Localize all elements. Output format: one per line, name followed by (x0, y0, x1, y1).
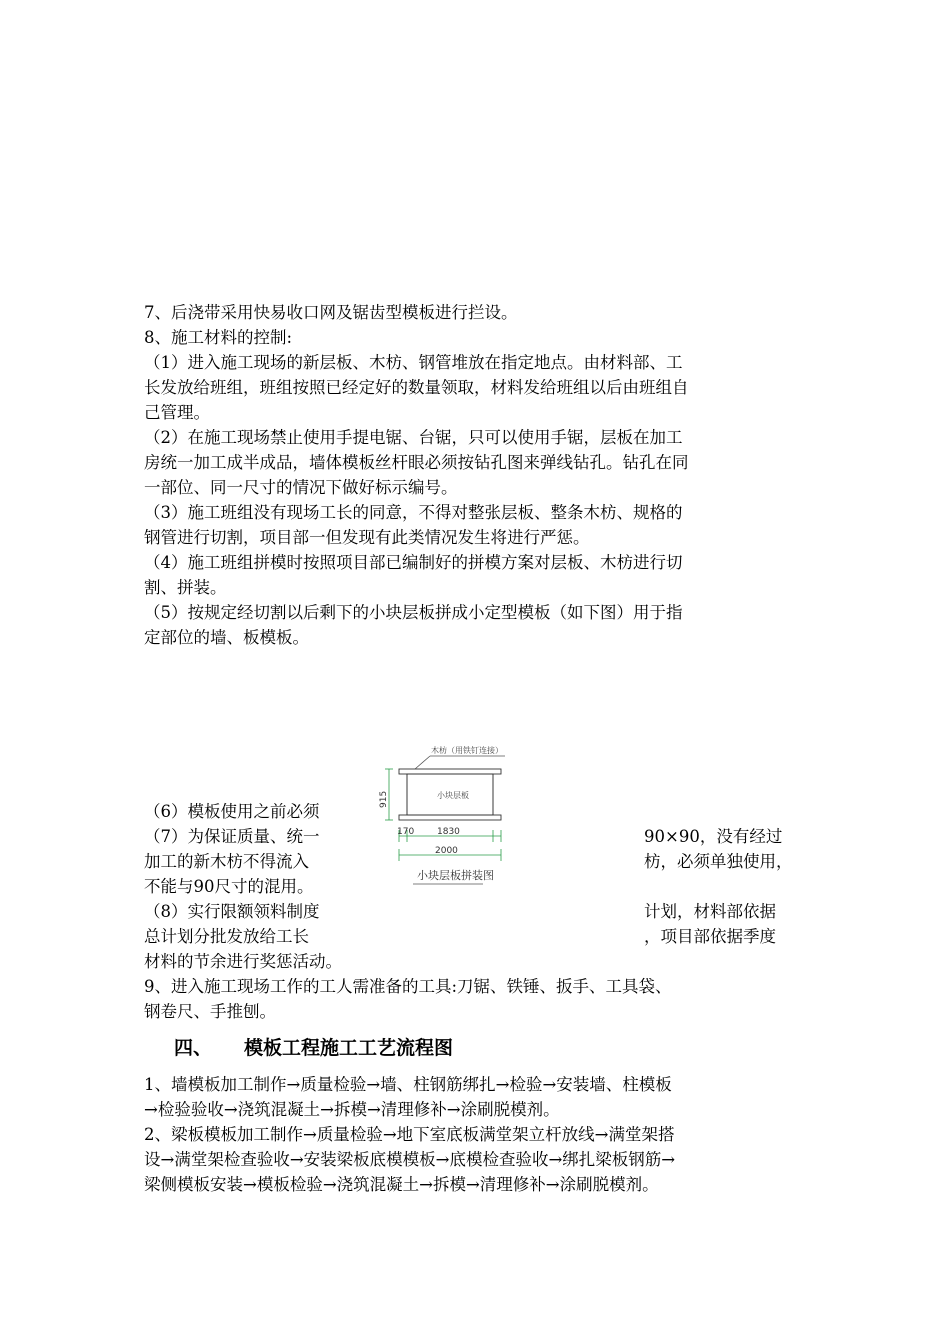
assembly-drawing (355, 742, 635, 900)
sub-3-line-2: 钢管进行切割，项目部一但发现有此类情况发生将进行严惩。 (144, 528, 590, 547)
item-7-text: 7、后浇带采用快易收口网及锯齿型模板进行拦设。 (144, 303, 518, 322)
sub-6-left: （6）模板使用之前必须 (144, 802, 320, 821)
top-label: 木枋（用铁钉连接） (431, 746, 503, 755)
sub-8-right: 计划，材料部依据 (644, 902, 776, 921)
sub-8-line-2-left: 总计划分批发放给工长 (144, 927, 309, 946)
sub-5-line-1: （5）按规定经切割以后剩下的小块层板拼成小定型模板（如下图）用于指 (144, 603, 683, 622)
sub-5-line-2: 定部位的墙、板模板。 (144, 628, 309, 647)
sub-1-line-1: （1）进入施工现场的新层板、木枋、钢管堆放在指定地点。由材料部、工 (144, 353, 683, 372)
flow-2-line-2: 设→满堂架检查验收→安装梁板底模模板→底模检查验收→绑扎梁板钢筋→ (144, 1150, 676, 1169)
section-4-number: 四、 (174, 1037, 213, 1059)
dim-height: 915 (379, 790, 389, 808)
sub-1-line-3: 己管理。 (144, 403, 210, 422)
sub-4-line-1: （4）施工班组拼模时按照项目部已编制好的拼模方案对层板、木枋进行切 (144, 553, 683, 572)
sub-7-left: （7）为保证质量、统一 (144, 827, 320, 846)
plywood-assembly-figure (355, 742, 635, 900)
sub-7-right: 90×90，没有经过 (644, 827, 783, 846)
flow-1-line-1: 1、墙模板加工制作→质量检验→墙、柱钢筋绑扎→检验→安装墙、柱模板 (144, 1075, 672, 1094)
sub-7-line-2-right: 枋，必须单独使用， (644, 852, 793, 871)
center-label: 小块层板 (437, 791, 469, 800)
dim-1830: 1830 (437, 827, 460, 837)
flow-2-line-1: 2、梁板模板加工制作→质量检验→地下室底板满堂架立杆放线→满堂架搭 (144, 1125, 675, 1144)
sub-2-line-1: （2）在施工现场禁止使用手提电锯、台锯，只可以使用手锯，层板在加工 (144, 428, 683, 447)
figure-caption: 小块层板拼装图 (417, 869, 494, 882)
dim-2000: 2000 (435, 846, 458, 856)
section-4-title: 模板工程施工工艺流程图 (244, 1037, 454, 1059)
sub-1-line-2: 长发放给班组，班组按照已经定好的数量领取，材料发给班组以后由班组自 (144, 378, 689, 397)
top-timber (399, 769, 501, 774)
flow-2-line-3: 梁侧模板安装→模板检验→浇筑混凝土→拆模→清理修补→涂刷脱模剂。 (144, 1175, 659, 1194)
item-9-line-1: 9、进入施工现场工作的工人需准备的工具:刀锯、铁锤、扳手、工具袋、 (144, 977, 672, 996)
sub-3-line-1: （3）施工班组没有现场工长的同意，不得对整张层板、整条木枋、规格的 (144, 503, 683, 522)
sub-8-line-2-right: ，项目部依据季度 (644, 927, 776, 946)
sub-4-line-2: 割、拼装。 (144, 578, 227, 597)
sub-7-line-2-left: 加工的新木枋不得流入 (144, 852, 309, 871)
flow-1-line-2: →检验验收→浇筑混凝土→拆模→清理修补→涂刷脱模剂。 (144, 1100, 560, 1119)
sub-8-left: （8）实行限额领料制度 (144, 902, 320, 921)
bottom-timber (399, 815, 501, 820)
dim-170: 170 (397, 827, 415, 837)
sub-2-line-3: 一部位、同一尺寸的情况下做好标示编号。 (144, 478, 458, 497)
item-8-text: 8、施工材料的控制: (144, 328, 293, 347)
sub-8-line-3: 材料的节余进行奖惩活动。 (144, 952, 342, 971)
item-9-line-2: 钢卷尺、手推刨。 (144, 1002, 276, 1021)
sub-2-line-2: 房统一加工成半成品，墙体模板丝杆眼必须按钻孔图来弹线钻孔。钻孔在同 (144, 453, 689, 472)
sub-7-line-3: 不能与90尺寸的混用。 (144, 877, 314, 896)
